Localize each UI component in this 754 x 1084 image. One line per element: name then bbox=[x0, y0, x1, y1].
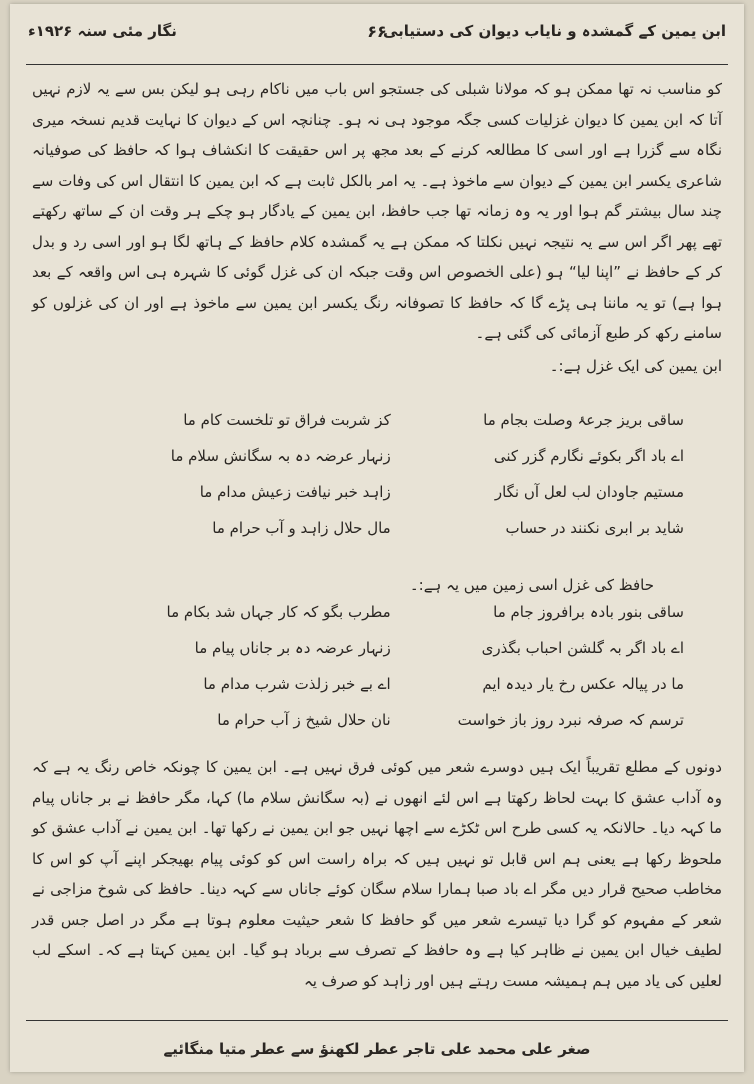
issue-label: نگار مئی سنہ ۱۹۲۶ء bbox=[28, 22, 177, 40]
ibn-yamin-verses bbox=[120, 402, 684, 546]
opening-paragraph bbox=[32, 74, 722, 381]
verse-row bbox=[120, 510, 684, 546]
verse-row bbox=[120, 666, 684, 702]
verse-left: نان حلال شیخ ز آب حرام ما bbox=[217, 711, 391, 729]
running-title: ابن یمین کے گمشدہ و نایاب دیوان کی دستیابی bbox=[382, 22, 726, 40]
verse-row bbox=[120, 402, 684, 438]
page-number: ۶۶ bbox=[367, 22, 387, 41]
verse-left: زنہار عرضہ دہ بہ سگانش سلام ما bbox=[170, 447, 391, 465]
intro-line: ابن یمین کی ایک غزل ہے:۔ bbox=[549, 356, 722, 375]
comparison-paragraph bbox=[32, 752, 722, 996]
verse-row bbox=[120, 438, 684, 474]
verse-left: مطرب بگو کہ کار جہاں شد بکام ما bbox=[166, 603, 391, 621]
verse-right: ساقی بنور بادہ برافروز جام ما bbox=[493, 603, 684, 621]
document-page bbox=[10, 4, 744, 1072]
verse-row bbox=[120, 630, 684, 666]
verse-left: اے بے خبر زلذت شرب مدام ما bbox=[203, 675, 391, 693]
hafiz-intro-line: حافظ کی غزل اسی زمین میں یہ ہے:۔ bbox=[409, 576, 654, 594]
page-header bbox=[28, 18, 726, 48]
verse-left: زاہد خبر نیافت زعیش مدام ما bbox=[199, 483, 391, 501]
verse-row bbox=[120, 474, 684, 510]
paragraph-text: دونوں کے مطلع تقریباً ایک ہیں دوسرے شعر میں کوئی فرق نہیں ہے۔ ابن یمین کا چونکہ خاص رنگ یہ ہے کہ وہ آداب عشق کا بہت لحاظ رکھتا ہے اس لئے انھوں نے (بہ سگانش سلام ما) کہا، مگر حافظ نے بر جاناں پیام ما کہہ دیا۔ حالانکہ یہ کسی طرح اس ٹکڑے سے اچھا نہیں جو ابن یمین نے رکھا تھا۔ ابن یمین نے آداب عشق کو ملحوظ رکھا ہے یعنی ہم اس قابل تو نہیں ہیں کہ براہ راست اس کو کوئی پیام بھیجکر اپنے آپ کو اس کا مخاطب صحیح قرار دیں مگر اے باد صبا ہمارا سلام سگان کوئے جاناں سے کہہ دینا۔ حافظ کی شوخ مزاجی نے شعر کے مفہوم کو گرا دیا تیسرے شعر میں گو حافظ کا شعر حیثیت معلوم ہوتا ہے مگر در اصل جس قدر لطیف خیال ابن یمین نے ظاہر کیا ہے وہ حافظ کے تصرف سے برباد ہو گیا۔ ابن یمین کہتا ہے کہ۔ اسکے لب لعلیں کی یاد میں ہم ہمیشہ مست رہتے ہیں اور زاہد کو صرف یہ bbox=[32, 758, 722, 990]
verse-left: زنہار عرضہ دہ بر جاناں پیام ما bbox=[194, 639, 391, 657]
verse-right: ما در پیالہ عکس رخ یار دیدہ ایم bbox=[482, 675, 684, 693]
verse-row bbox=[120, 702, 684, 738]
verse-right: شاید بر ابری نکنند در حساب bbox=[505, 519, 684, 537]
header-rule bbox=[26, 64, 728, 65]
hafiz-verses bbox=[120, 594, 684, 738]
footer-advertisement: صغر علی محمد علی تاجر عطر لکھنؤ سے عطر متیا منگائیے bbox=[163, 1040, 591, 1058]
verse-right: اے باد اگر بکوئے نگارم گزر کنی bbox=[493, 447, 684, 465]
verse-left: کز شربت فراق تو تلخست کام ما bbox=[183, 411, 391, 429]
verse-left: مال حلال زاہد و آب حرام ما bbox=[212, 519, 391, 537]
verse-right: اے باد اگر بہ گلشن احباب بگذری bbox=[481, 639, 684, 657]
verse-row bbox=[120, 594, 684, 630]
verse-right: ساقی بریز جرعۂ وصلت بجام ما bbox=[483, 411, 684, 429]
verse-right: ترسم کہ صرفہ نبرد روز باز خواست bbox=[457, 711, 684, 729]
verse-right: مستیم جاودان لب لعل آں نگار bbox=[494, 483, 684, 501]
paragraph-text: کو مناسب نہ تھا ممکن ہو کہ مولانا شبلی کی جستجو اس باب میں ناکام رہی ہو لیکن بس سے یہ لازم نہیں آتا کہ ابن یمین کا دیوان غزلیات کسی جگہ موجود ہی نہ ہو۔ چنانچہ اس کے دیوان کا نہایت قدیم نسخہ میری نگاہ سے گزرا ہے اور اسی کا مطالعہ کرنے کے بعد مجھ پر اس حقیقت کا انکشاف ہوا کہ حافظ کی صوفیانہ شاعری یکسر ابن یمین کے دیوان سے ماخوذ ہے۔ یہ امر بالکل ثابت ہے کہ ابن یمین کا انتقال اس کی وفات سے چند سال بیشتر گم ہوا اور یہ وہ زمانہ تھا جب حافظ، ابن یمین کے یادگار ہو چکے ہر وقت ان کے ساتھ رکھتے تھے پھر اگر اس سے یہ نتیجہ نہیں نکلتا کہ ممکن ہے یہ گمشدہ کلام حافظ کے ہاتھ لگا ہو اور اسی رد و بدل کر کے حافظ نے ”اپنا لیا“ ہو (علی الخصوص اس وقت جبکہ ان کی غزل گوئی کا شہرہ ہی اس واقعہ کے بعد ہوا ہے) تو یہ ماننا ہی پڑے گا کہ حافظ کا تصوفانہ رنگ یکسر ابن یمین سے ماخوذ ہے اور ان کی غزلوں کو سامنے رکھ کر طبع آزمائی کی گئی ہے۔ bbox=[32, 80, 722, 342]
footer-rule bbox=[26, 1020, 728, 1021]
